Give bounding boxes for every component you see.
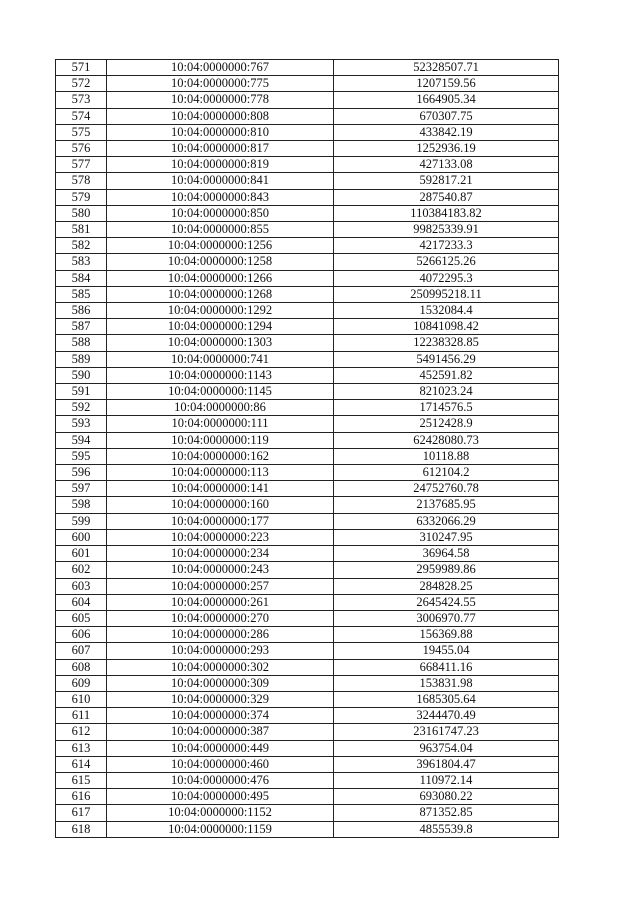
value-cell: 287540.87 (334, 189, 559, 205)
cadastral-number-cell: 10:04:0000000:374 (107, 708, 334, 724)
value-cell: 110972.14 (334, 772, 559, 788)
value-cell: 2137685.95 (334, 497, 559, 513)
value-cell: 10841098.42 (334, 319, 559, 335)
value-cell: 3244470.49 (334, 708, 559, 724)
value-cell: 3961804.47 (334, 756, 559, 772)
value-cell: 284828.25 (334, 578, 559, 594)
table-row (56, 789, 559, 805)
cadastral-number-cell: 10:04:0000000:243 (107, 562, 334, 578)
cadastral-number-cell: 10:04:0000000:841 (107, 173, 334, 189)
cadastral-number-cell: 10:04:0000000:141 (107, 481, 334, 497)
row-number-cell: 615 (56, 772, 107, 788)
row-number-cell: 591 (56, 384, 107, 400)
table-row (56, 76, 559, 92)
value-cell: 427133.08 (334, 157, 559, 173)
table-row (56, 724, 559, 740)
cadastral-number-cell: 10:04:0000000:1294 (107, 319, 334, 335)
value-cell: 821023.24 (334, 384, 559, 400)
value-cell: 153831.98 (334, 675, 559, 691)
row-number-cell: 581 (56, 222, 107, 238)
cadastral-number-cell: 10:04:0000000:1152 (107, 805, 334, 821)
cadastral-number-cell: 10:04:0000000:160 (107, 497, 334, 513)
table-row (56, 173, 559, 189)
row-number-cell: 578 (56, 173, 107, 189)
table-row (56, 400, 559, 416)
row-number-cell: 613 (56, 740, 107, 756)
table-row (56, 756, 559, 772)
row-number-cell: 584 (56, 270, 107, 286)
value-cell: 4217233.3 (334, 238, 559, 254)
row-number-cell: 593 (56, 416, 107, 432)
cadastral-value-table (55, 59, 559, 838)
table-row (56, 254, 559, 270)
value-cell: 10118.88 (334, 448, 559, 464)
cadastral-number-cell: 10:04:0000000:309 (107, 675, 334, 691)
cadastral-number-cell: 10:04:0000000:302 (107, 659, 334, 675)
value-cell: 1664905.34 (334, 92, 559, 108)
cadastral-number-cell: 10:04:0000000:1256 (107, 238, 334, 254)
cadastral-number-cell: 10:04:0000000:234 (107, 546, 334, 562)
cadastral-number-cell: 10:04:0000000:817 (107, 141, 334, 157)
value-cell: 62428080.73 (334, 432, 559, 448)
cadastral-number-cell: 10:04:0000000:850 (107, 205, 334, 221)
value-cell: 592817.21 (334, 173, 559, 189)
row-number-cell: 573 (56, 92, 107, 108)
value-cell: 99825339.91 (334, 222, 559, 238)
table-row (56, 546, 559, 562)
row-number-cell: 599 (56, 513, 107, 529)
row-number-cell: 580 (56, 205, 107, 221)
row-number-cell: 598 (56, 497, 107, 513)
table-row (56, 562, 559, 578)
table-row (56, 643, 559, 659)
table-row (56, 448, 559, 464)
table-row (56, 740, 559, 756)
row-number-cell: 603 (56, 578, 107, 594)
value-cell: 110384183.82 (334, 205, 559, 221)
cadastral-number-cell: 10:04:0000000:741 (107, 351, 334, 367)
row-number-cell: 588 (56, 335, 107, 351)
value-cell: 1252936.19 (334, 141, 559, 157)
value-cell: 52328507.71 (334, 60, 559, 76)
cadastral-number-cell: 10:04:0000000:855 (107, 222, 334, 238)
value-cell: 250995218.11 (334, 286, 559, 302)
cadastral-number-cell: 10:04:0000000:778 (107, 92, 334, 108)
row-number-cell: 582 (56, 238, 107, 254)
row-number-cell: 618 (56, 821, 107, 837)
cadastral-number-cell: 10:04:0000000:261 (107, 594, 334, 610)
value-cell: 2512428.9 (334, 416, 559, 432)
table-row (56, 92, 559, 108)
table-row (56, 481, 559, 497)
cadastral-number-cell: 10:04:0000000:810 (107, 124, 334, 140)
value-cell: 3006970.77 (334, 610, 559, 626)
cadastral-number-cell: 10:04:0000000:449 (107, 740, 334, 756)
cadastral-number-cell: 10:04:0000000:775 (107, 76, 334, 92)
value-cell: 963754.04 (334, 740, 559, 756)
table-row (56, 691, 559, 707)
row-number-cell: 590 (56, 367, 107, 383)
table-row (56, 578, 559, 594)
value-cell: 612104.2 (334, 465, 559, 481)
table-row (56, 675, 559, 691)
value-cell: 310247.95 (334, 529, 559, 545)
row-number-cell: 572 (56, 76, 107, 92)
table-row (56, 286, 559, 302)
value-cell: 871352.85 (334, 805, 559, 821)
table-row (56, 108, 559, 124)
row-number-cell: 607 (56, 643, 107, 659)
value-cell: 5491456.29 (334, 351, 559, 367)
row-number-cell: 609 (56, 675, 107, 691)
table-row (56, 367, 559, 383)
cadastral-number-cell: 10:04:0000000:111 (107, 416, 334, 432)
table-row (56, 529, 559, 545)
table-row (56, 384, 559, 400)
cadastral-number-cell: 10:04:0000000:767 (107, 60, 334, 76)
value-cell: 36964.58 (334, 546, 559, 562)
row-number-cell: 600 (56, 529, 107, 545)
cadastral-number-cell: 10:04:0000000:1268 (107, 286, 334, 302)
cadastral-number-cell: 10:04:0000000:1266 (107, 270, 334, 286)
value-cell: 4855539.8 (334, 821, 559, 837)
cadastral-number-cell: 10:04:0000000:1145 (107, 384, 334, 400)
value-cell: 156369.88 (334, 627, 559, 643)
table-row (56, 205, 559, 221)
row-number-cell: 604 (56, 594, 107, 610)
cadastral-number-cell: 10:04:0000000:86 (107, 400, 334, 416)
value-cell: 433842.19 (334, 124, 559, 140)
row-number-cell: 605 (56, 610, 107, 626)
cadastral-number-cell: 10:04:0000000:1292 (107, 303, 334, 319)
cadastral-number-cell: 10:04:0000000:1303 (107, 335, 334, 351)
table-row (56, 432, 559, 448)
table-row (56, 238, 559, 254)
value-cell: 1714576.5 (334, 400, 559, 416)
cadastral-number-cell: 10:04:0000000:177 (107, 513, 334, 529)
table-row (56, 513, 559, 529)
table-row (56, 189, 559, 205)
table-row (56, 416, 559, 432)
table-row (56, 659, 559, 675)
cadastral-number-cell: 10:04:0000000:113 (107, 465, 334, 481)
table-row (56, 141, 559, 157)
row-number-cell: 587 (56, 319, 107, 335)
table-row (56, 157, 559, 173)
value-cell: 1685305.64 (334, 691, 559, 707)
row-number-cell: 612 (56, 724, 107, 740)
table-body (56, 60, 559, 838)
cadastral-number-cell: 10:04:0000000:460 (107, 756, 334, 772)
cadastral-number-cell: 10:04:0000000:270 (107, 610, 334, 626)
table-row (56, 465, 559, 481)
value-cell: 4072295.3 (334, 270, 559, 286)
row-number-cell: 596 (56, 465, 107, 481)
value-cell: 1532084.4 (334, 303, 559, 319)
table-row (56, 821, 559, 837)
cadastral-number-cell: 10:04:0000000:119 (107, 432, 334, 448)
value-cell: 670307.75 (334, 108, 559, 124)
value-cell: 24752760.78 (334, 481, 559, 497)
cadastral-number-cell: 10:04:0000000:162 (107, 448, 334, 464)
value-cell: 1207159.56 (334, 76, 559, 92)
row-number-cell: 602 (56, 562, 107, 578)
row-number-cell: 611 (56, 708, 107, 724)
row-number-cell: 617 (56, 805, 107, 821)
cadastral-number-cell: 10:04:0000000:293 (107, 643, 334, 659)
row-number-cell: 595 (56, 448, 107, 464)
table-row (56, 351, 559, 367)
row-number-cell: 597 (56, 481, 107, 497)
table-row (56, 124, 559, 140)
row-number-cell: 601 (56, 546, 107, 562)
table-row (56, 805, 559, 821)
value-cell: 668411.16 (334, 659, 559, 675)
cadastral-number-cell: 10:04:0000000:1258 (107, 254, 334, 270)
row-number-cell: 614 (56, 756, 107, 772)
table-row (56, 303, 559, 319)
cadastral-number-cell: 10:04:0000000:286 (107, 627, 334, 643)
cadastral-number-cell: 10:04:0000000:843 (107, 189, 334, 205)
table-row (56, 497, 559, 513)
cadastral-number-cell: 10:04:0000000:1159 (107, 821, 334, 837)
row-number-cell: 592 (56, 400, 107, 416)
table-row (56, 335, 559, 351)
row-number-cell: 574 (56, 108, 107, 124)
row-number-cell: 577 (56, 157, 107, 173)
value-cell: 12238328.85 (334, 335, 559, 351)
table-row (56, 772, 559, 788)
value-cell: 452591.82 (334, 367, 559, 383)
row-number-cell: 616 (56, 789, 107, 805)
table-row (56, 708, 559, 724)
row-number-cell: 606 (56, 627, 107, 643)
row-number-cell: 575 (56, 124, 107, 140)
table-row (56, 222, 559, 238)
row-number-cell: 583 (56, 254, 107, 270)
cadastral-number-cell: 10:04:0000000:495 (107, 789, 334, 805)
cadastral-number-cell: 10:04:0000000:819 (107, 157, 334, 173)
value-cell: 2645424.55 (334, 594, 559, 610)
row-number-cell: 594 (56, 432, 107, 448)
value-cell: 19455.04 (334, 643, 559, 659)
cadastral-number-cell: 10:04:0000000:1143 (107, 367, 334, 383)
table-row (56, 270, 559, 286)
row-number-cell: 571 (56, 60, 107, 76)
value-cell: 2959989.86 (334, 562, 559, 578)
table-row (56, 610, 559, 626)
row-number-cell: 610 (56, 691, 107, 707)
value-cell: 23161747.23 (334, 724, 559, 740)
value-cell: 5266125.26 (334, 254, 559, 270)
table-row (56, 594, 559, 610)
cadastral-number-cell: 10:04:0000000:223 (107, 529, 334, 545)
cadastral-number-cell: 10:04:0000000:387 (107, 724, 334, 740)
table-row (56, 60, 559, 76)
row-number-cell: 576 (56, 141, 107, 157)
row-number-cell: 608 (56, 659, 107, 675)
row-number-cell: 579 (56, 189, 107, 205)
value-cell: 6332066.29 (334, 513, 559, 529)
cadastral-number-cell: 10:04:0000000:329 (107, 691, 334, 707)
cadastral-number-cell: 10:04:0000000:808 (107, 108, 334, 124)
table-row (56, 319, 559, 335)
cadastral-number-cell: 10:04:0000000:257 (107, 578, 334, 594)
cadastral-number-cell: 10:04:0000000:476 (107, 772, 334, 788)
row-number-cell: 589 (56, 351, 107, 367)
row-number-cell: 586 (56, 303, 107, 319)
value-cell: 693080.22 (334, 789, 559, 805)
table-row (56, 627, 559, 643)
row-number-cell: 585 (56, 286, 107, 302)
